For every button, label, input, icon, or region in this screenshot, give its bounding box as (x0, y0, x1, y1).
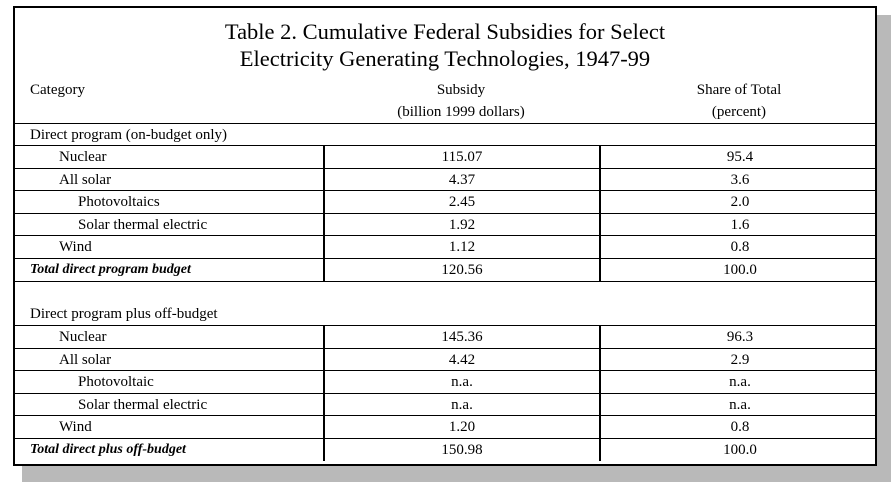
row-share: n.a. (599, 371, 879, 393)
section-label: Direct program (on-budget only) (30, 127, 228, 143)
row-category: Nuclear (59, 329, 107, 345)
table-row (15, 325, 875, 348)
row-subsidy: 115.07 (323, 146, 599, 168)
total-category: Total direct program budget (30, 262, 191, 277)
total-row (15, 258, 875, 281)
total-subsidy: 150.98 (323, 439, 599, 461)
row-share: 0.8 (599, 416, 879, 438)
row-subsidy: 4.37 (323, 169, 599, 191)
row-category: All solar (59, 352, 112, 368)
header-subsidy (323, 79, 599, 123)
table-title (15, 18, 875, 72)
table-row (15, 415, 875, 438)
row-category: Wind (59, 239, 92, 255)
title-line-1: Table 2. Cumulative Federal Subsidies for Select (224, 19, 666, 44)
row-subsidy: 4.42 (323, 349, 599, 371)
row-share: 2.0 (599, 191, 879, 213)
table-row (15, 370, 875, 393)
row-category: Solar thermal electric (78, 217, 208, 233)
row-share: 1.6 (599, 214, 879, 236)
row-category: Wind (59, 419, 92, 435)
row-subsidy: 145.36 (323, 326, 599, 348)
row-share: 0.8 (599, 236, 879, 258)
header-category: Category (30, 82, 85, 98)
row-share: 3.6 (599, 169, 879, 191)
section-label: Direct program plus off-budget (30, 306, 218, 322)
total-category: Total direct plus off-budget (30, 442, 186, 457)
table-row (15, 348, 875, 371)
row-share: 2.9 (599, 349, 879, 371)
header-subsidy-unit: (billion 1999 dollars) (397, 104, 525, 120)
table-row (15, 213, 875, 236)
row-subsidy: n.a. (323, 371, 599, 393)
row-subsidy: n.a. (323, 394, 599, 416)
section-header-direct (15, 123, 875, 146)
table-row (15, 145, 875, 168)
row-subsidy: 2.45 (323, 191, 599, 213)
row-share: n.a. (599, 394, 879, 416)
table-row (15, 168, 875, 191)
row-category: Nuclear (59, 149, 107, 165)
header-share-unit: (percent) (711, 104, 767, 120)
table-row (15, 393, 875, 416)
total-row (15, 438, 875, 461)
row-subsidy: 1.12 (323, 236, 599, 258)
section-header-off-budget (15, 303, 875, 325)
header-subsidy-title: Subsidy (436, 82, 486, 98)
row-subsidy: 1.20 (323, 416, 599, 438)
row-category: Photovoltaics (78, 194, 160, 210)
row-category: Solar thermal electric (78, 397, 208, 413)
total-subsidy: 120.56 (323, 259, 599, 281)
total-share: 100.0 (599, 439, 879, 461)
spacer-row (15, 281, 875, 304)
header-share-title: Share of Total (696, 82, 782, 98)
row-share: 96.3 (599, 326, 879, 348)
row-category: Photovoltaic (78, 374, 154, 390)
table-row (15, 190, 875, 213)
subsidies-table (13, 6, 877, 466)
table-row (15, 235, 875, 258)
title-line-2: Electricity Generating Technologies, 1947-99 (239, 46, 651, 71)
total-share: 100.0 (599, 259, 879, 281)
row-category: All solar (59, 172, 112, 188)
row-subsidy: 1.92 (323, 214, 599, 236)
header-share (599, 79, 879, 123)
row-share: 95.4 (599, 146, 879, 168)
